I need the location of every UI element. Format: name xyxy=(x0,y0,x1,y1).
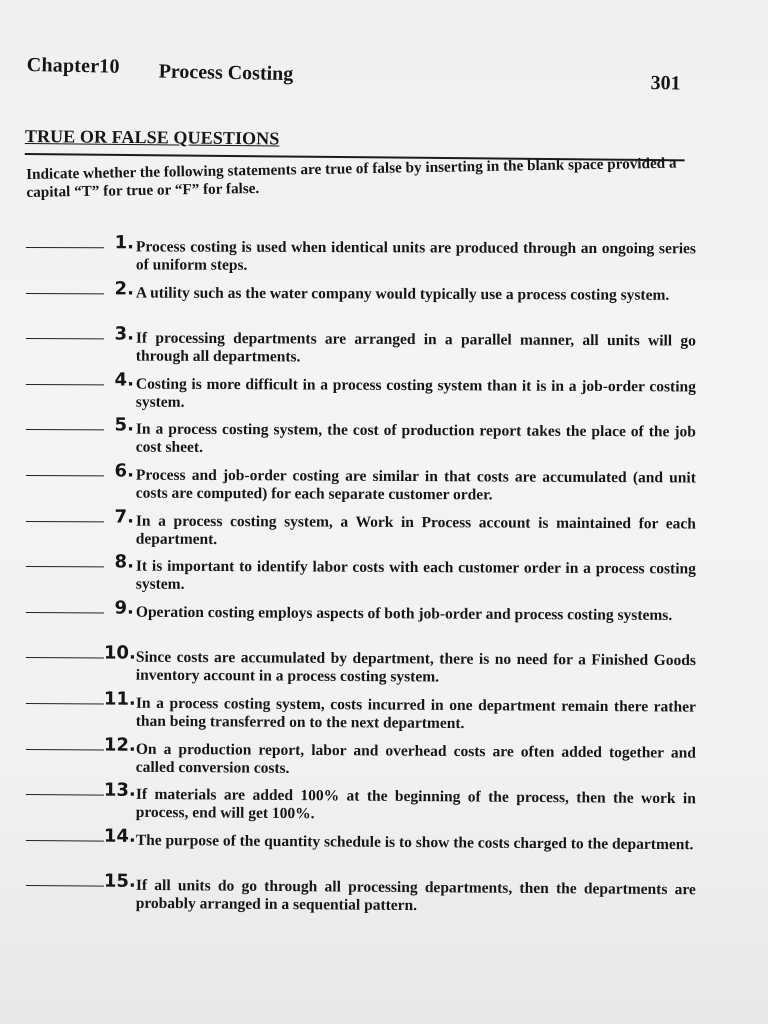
question-number: 5. xyxy=(114,414,134,436)
question-item-13 xyxy=(26,779,702,830)
page-header xyxy=(26,54,684,99)
answer-blank-4[interactable] xyxy=(26,384,104,385)
chapter-label: Chapter10 xyxy=(26,54,120,78)
question-item-8 xyxy=(26,551,702,600)
answer-blank-10[interactable] xyxy=(26,657,104,658)
question-item-12 xyxy=(26,734,702,784)
question-text: Process costing is used when identical units are produced through an ongoing series of uniform steps. xyxy=(135,238,696,274)
question-item-11 xyxy=(26,688,702,738)
question-text: Process and job-order costing are similar in that costs are accumulated (and unit costs are computed) for each separate customer order. xyxy=(135,466,696,504)
question-number: 15. xyxy=(103,870,136,893)
answer-blank-7[interactable] xyxy=(26,521,104,522)
question-number: 14. xyxy=(103,825,136,847)
question-number: 13. xyxy=(103,779,136,801)
question-number: 4. xyxy=(114,369,134,391)
question-item-7 xyxy=(26,506,702,555)
question-text: It is important to identify labor costs with each customer order in a process costing system. xyxy=(135,557,696,593)
question-text: Costing is more difficult in a process costing system than it is in a job-order costing system. xyxy=(135,375,696,411)
section-heading: TRUE OR FALSE QUESTIONS xyxy=(24,126,280,149)
instructions-text: Indicate whether the following statements are true of false by inserting in the blank space provided a capital “T” for true or “F” for false. xyxy=(26,154,677,201)
answer-blank-5[interactable] xyxy=(26,429,104,430)
chapter-title: Process Costing xyxy=(158,60,294,86)
question-text: A utility such as the water company would typically use a process costing system. xyxy=(135,284,670,304)
question-number: 9. xyxy=(114,597,134,619)
question-text: In a process costing system, the cost of production report takes the place of the job cost sheet. xyxy=(135,420,696,457)
answer-blank-3[interactable] xyxy=(26,338,104,339)
answer-blank-1[interactable] xyxy=(26,247,104,248)
question-item-15 xyxy=(26,870,702,921)
page-number: 301 xyxy=(650,71,681,95)
question-item-10 xyxy=(26,642,702,692)
question-number: 11. xyxy=(103,688,136,710)
question-text: Operation costing employs aspects of both job-order and process costing systems. xyxy=(135,603,673,624)
question-number: 2. xyxy=(114,277,134,300)
question-item-9 xyxy=(26,597,702,647)
question-text: If processing departments are arranged in a parallel manner, all units will go through all departments. xyxy=(135,329,696,366)
question-item-4 xyxy=(26,369,702,418)
question-list xyxy=(26,232,702,916)
question-text: Since costs are accumulated by department, there is no need for a Finished Goods inventory account in a process costing system. xyxy=(135,649,696,686)
answer-blank-6[interactable] xyxy=(26,475,104,476)
question-text: The purpose of the quantity schedule is to show the costs charged to the department. xyxy=(135,831,694,853)
question-item-1 xyxy=(26,232,702,280)
answer-blank-12[interactable] xyxy=(26,749,104,751)
answer-blank-9[interactable] xyxy=(26,612,104,613)
question-number: 8. xyxy=(114,551,134,573)
answer-blank-15[interactable] xyxy=(26,885,104,887)
question-text: In a process costing system, costs incurred in one department remain there rather than being transferred on to the next department. xyxy=(135,694,696,732)
question-number: 6. xyxy=(114,460,134,482)
answer-blank-13[interactable] xyxy=(26,794,104,796)
question-item-14 xyxy=(26,825,702,876)
question-number: 12. xyxy=(103,734,136,756)
question-number: 1. xyxy=(114,232,134,254)
question-text: In a process costing system, a Work in Process account is maintained for each department. xyxy=(135,512,696,548)
answer-blank-14[interactable] xyxy=(26,840,104,842)
question-item-2 xyxy=(26,278,702,327)
question-text: On a production report, labor and overhead costs are often added together and called conversion costs. xyxy=(135,740,696,777)
answer-blank-11[interactable] xyxy=(26,703,104,705)
question-number: 7. xyxy=(114,506,134,528)
answer-blank-8[interactable] xyxy=(26,566,104,567)
question-text: If all units do go through all processing departments, then the departments are probably arranged in a sequential pattern. xyxy=(135,877,696,915)
question-item-3 xyxy=(26,323,702,372)
question-number: 3. xyxy=(114,323,134,345)
answer-blank-2[interactable] xyxy=(26,293,104,294)
question-item-6 xyxy=(26,460,702,509)
section-header xyxy=(25,126,689,153)
question-item-5 xyxy=(26,414,702,463)
question-number: 10. xyxy=(103,642,136,665)
question-text: If materials are added 100% at the beginning of the process, then the work in process, end will get 100%. xyxy=(135,785,696,823)
